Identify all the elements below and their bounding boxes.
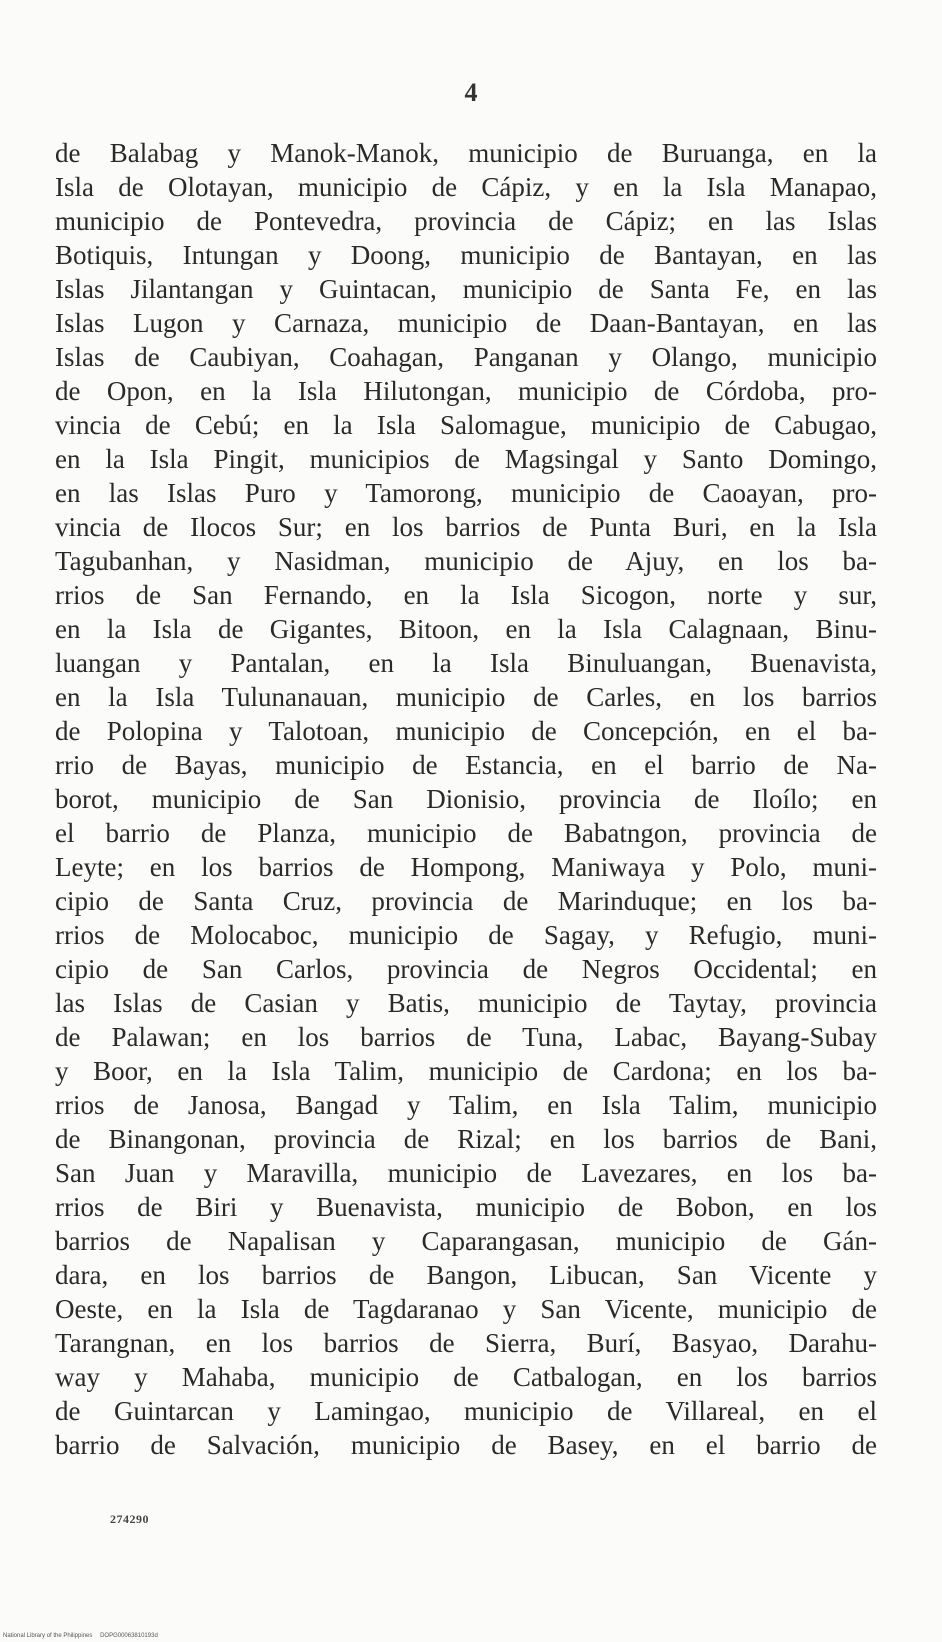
text-line: vincia de Ilocos Sur; en los barrios de Punta Buri, en la Isla bbox=[55, 512, 877, 542]
text-line: way y Mahaba, municipio de Catbalogan, en los barrios bbox=[55, 1362, 877, 1392]
text-line: las Islas de Casian y Batis, municipio de Taytay, provincia bbox=[55, 988, 877, 1018]
text-line: de Opon, en la Isla Hilutongan, municipio de Córdoba, pro- bbox=[55, 376, 877, 406]
text-line: dara, en los barrios de Bangon, Libucan, San Vicente y bbox=[55, 1260, 877, 1290]
text-line: borot, municipio de San Dionisio, provincia de Iloílo; en bbox=[55, 784, 877, 814]
text-line: rrios de San Fernando, en la Isla Sicogon, norte y sur, bbox=[55, 580, 877, 610]
text-line: Islas Lugon y Carnaza, municipio de Daan-Bantayan, en las bbox=[55, 308, 877, 338]
text-line: cipio de Santa Cruz, provincia de Marinduque; en los ba- bbox=[55, 886, 877, 916]
text-line: Islas Jilantangan y Guintacan, municipio de Santa Fe, en las bbox=[55, 274, 877, 304]
text-line: en las Islas Puro y Tamorong, municipio de Caoayan, pro- bbox=[55, 478, 877, 508]
footer-document-id: DOPG00063810193d bbox=[100, 1633, 158, 1639]
text-line: Oeste, en la Isla de Tagdaranao y San Vicente, municipio de bbox=[55, 1294, 877, 1324]
body-text bbox=[55, 136, 877, 1462]
text-line: Tarangnan, en los barrios de Sierra, Burí, Basyao, Darahu- bbox=[55, 1328, 877, 1358]
text-line: en la Isla de Gigantes, Bitoon, en la Isla Calagnaan, Binu- bbox=[55, 614, 877, 644]
text-line: luangan y Pantalan, en la Isla Binuluangan, Buenavista, bbox=[55, 648, 877, 678]
text-line: de Guintarcan y Lamingao, municipio de Villareal, en el bbox=[55, 1396, 877, 1426]
text-line: el barrio de Planza, municipio de Babatngon, provincia de bbox=[55, 818, 877, 848]
text-line: en la Isla Pingit, municipios de Magsingal y Santo Domingo, bbox=[55, 444, 877, 474]
text-line: barrios de Napalisan y Caparangasan, municipio de Gán- bbox=[55, 1226, 877, 1256]
text-line: y Boor, en la Isla Talim, municipio de Cardona; en los ba- bbox=[55, 1056, 877, 1086]
text-line: cipio de San Carlos, provincia de Negros Occidental; en bbox=[55, 954, 877, 984]
text-line: rrios de Biri y Buenavista, municipio de Bobon, en los bbox=[55, 1192, 877, 1222]
text-line: Botiquis, Intungan y Doong, municipio de Bantayan, en las bbox=[55, 240, 877, 270]
text-line: de Palawan; en los barrios de Tuna, Labac, Bayang-Subay bbox=[55, 1022, 877, 1052]
text-line: Tagubanhan, y Nasidman, municipio de Ajuy, en los ba- bbox=[55, 546, 877, 576]
footer-library-name: National Library of the Philippines bbox=[3, 1633, 93, 1639]
text-line: San Juan y Maravilla, municipio de Lavezares, en los ba- bbox=[55, 1158, 877, 1188]
page-number: 4 bbox=[464, 78, 478, 107]
text-line: rrio de Bayas, municipio de Estancia, en el barrio de Na- bbox=[55, 750, 877, 780]
text-line: Leyte; en los barrios de Hompong, Maniwaya y Polo, muni- bbox=[55, 852, 877, 882]
text-line: municipio de Pontevedra, provincia de Cápiz; en las Islas bbox=[55, 206, 877, 236]
signature-mark: 274290 bbox=[110, 1512, 149, 1526]
text-line: de Balabag y Manok-Manok, municipio de Buruanga, en la bbox=[55, 138, 877, 168]
text-line: rrios de Molocaboc, municipio de Sagay, y Refugio, muni- bbox=[55, 920, 877, 950]
text-line: de Polopina y Talotoan, municipio de Concepción, en el ba- bbox=[55, 716, 877, 746]
text-line: vincia de Cebú; en la Isla Salomague, municipio de Cabugao, bbox=[55, 410, 877, 440]
footer-credit bbox=[3, 1633, 158, 1639]
text-line: Isla de Olotayan, municipio de Cápiz, y en la Isla Manapao, bbox=[55, 172, 877, 202]
text-line: de Binangonan, provincia de Rizal; en los barrios de Bani, bbox=[55, 1124, 877, 1154]
text-line: Islas de Caubiyan, Coahagan, Panganan y Olango, municipio bbox=[55, 342, 877, 372]
text-line: en la Isla Tulunanauan, municipio de Carles, en los barrios bbox=[55, 682, 877, 712]
text-line: barrio de Salvación, municipio de Basey, en el barrio de bbox=[55, 1430, 877, 1460]
text-line: rrios de Janosa, Bangad y Talim, en Isla Talim, municipio bbox=[55, 1090, 877, 1120]
